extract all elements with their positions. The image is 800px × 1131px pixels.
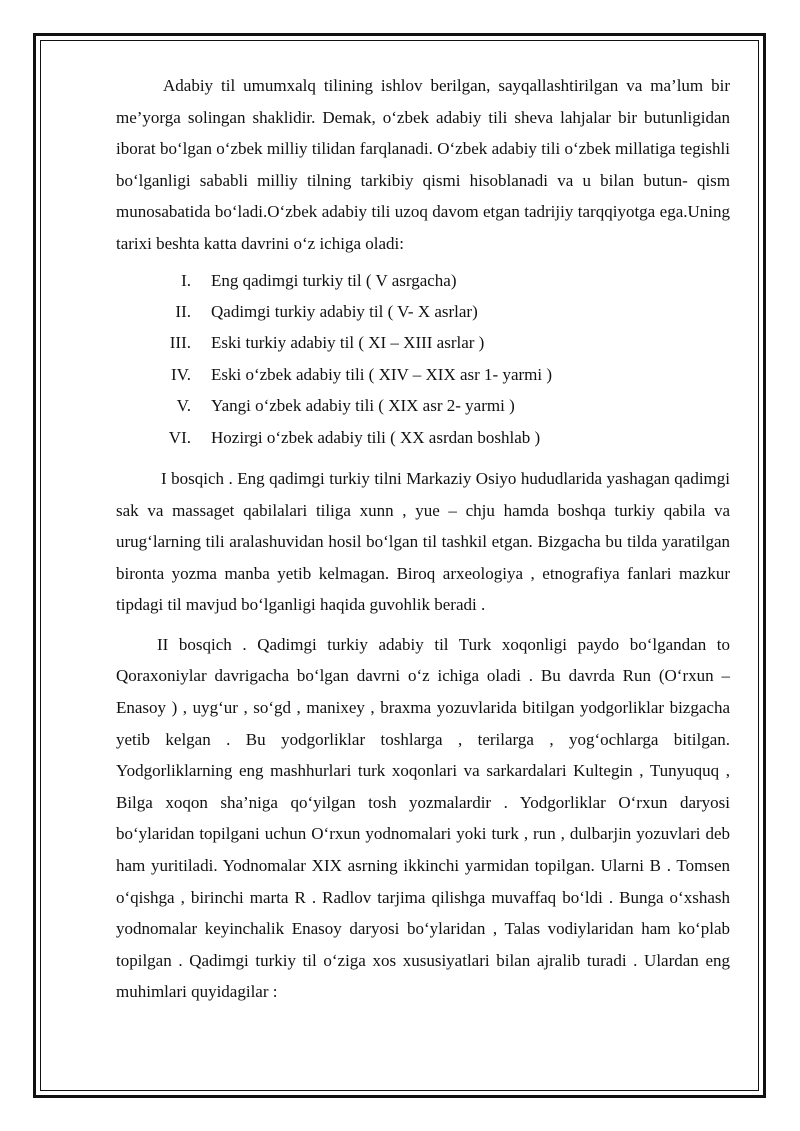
list-item bbox=[116, 327, 730, 358]
list-item-number: IV. bbox=[171, 364, 191, 384]
list-item bbox=[116, 265, 730, 296]
list-item bbox=[116, 422, 730, 453]
list-item-text: Qadimgi turkiy adabiy til ( V- X asrlar) bbox=[211, 301, 478, 321]
list-item-number: III. bbox=[169, 333, 191, 353]
list-item-text: Eski turkiy adabiy til ( XI – XIII asrlar ) bbox=[211, 333, 485, 353]
list-item-number: VI. bbox=[168, 427, 191, 447]
list-item-number: I. bbox=[181, 270, 191, 290]
list-item-number: II. bbox=[175, 301, 191, 321]
paragraph-stage-two: II bosqich . Qadimgi turkiy adabiy til Turk xoqonligi paydo bo‘lgandan to Qoraxoniylar davrigacha bo‘lgan davrni o‘z ichiga oladi . Bu davrda Run (O‘rxun – Enasoy ) , uyg‘ur , so‘gd , manixey , braxma yozuvlarida bitilgan yodgorliklar bizgacha yetib kelgan . Bu yodgorliklar toshlarga , terilarga , yog‘ochlarga bitilgan. Yodgorliklarning eng mashhurlari turk xoqonlari va sarkardalari Kultegin , Tunyuquq , Bilga xoqon sha’niga qo‘yilgan tosh yozmalardir . Yodgorliklar O‘rxun daryosi bo‘ylaridan topilgani uchun O‘rxun yodnomalari yoki turk , run , dulbarjin yozuvlari deb ham yuritiladi. Yodnomalar XIX asrning ikkinchi yarmidan topilgan. Ularni B . Tomsen o‘qishga , birinchi marta R . Radlov tarjima qilishga muvaffaq bo‘ldi . Bunga o‘xshash yodnomalar keyinchalik Enasoy daryosi bo‘ylaridan , Talas vodiylaridan ham ko‘plab topilgan . Qadimgi turkiy til o‘ziga xos xususiyatlari bilan ajralib turadi . Ulardan eng muhimlari quyidagilar : bbox=[116, 634, 730, 1002]
document-body bbox=[116, 70, 730, 1008]
paragraph-intro: Adabiy til umumxalq tilining ishlov berilgan, sayqallashtirilgan va ma’lum bir me’yorga solingan shaklidir. Demak, o‘zbek adabiy tili sheva lahjalar bir butunligidan iborat bo‘lgan o‘zbek milliy tilidan farqlanadi. O‘zbek adabiy tili o‘zbek millatiga tegishli bo‘lganligi sababli milliy tilning tarkibiy qismi hisoblanadi va u bilan butun- qism munosabatida bo‘ladi.O‘zbek adabiy tili uzoq davom etgan tadrijiy tarqqiyotga ega.Uning tarixi beshta katta davrini o‘z ichiga oladi: bbox=[116, 76, 730, 253]
periods-list bbox=[116, 265, 730, 453]
list-item bbox=[116, 390, 730, 421]
list-item-text: Hozirgi o‘zbek adabiy tili ( XX asrdan boshlab ) bbox=[211, 427, 541, 447]
list-item-text: Eng qadimgi turkiy til ( V asrgacha) bbox=[211, 270, 457, 290]
list-item-text: Yangi o‘zbek adabiy tili ( XIX asr 2- yarmi ) bbox=[211, 396, 515, 416]
list-item-text: Eski o‘zbek adabiy tili ( XIV – XIX asr 1- yarmi ) bbox=[211, 364, 553, 384]
list-item bbox=[116, 359, 730, 390]
paragraph-stage-one: I bosqich . Eng qadimgi turkiy tilni Markaziy Osiyo hududlarida yashagan qadimgi sak va massaget qabilalari tiliga xunn , yue – chju hamda boshqa turkiy qabila va urug‘larning tili aralashuvidan hosil bo‘lgan til tashkil etgan. Bizgacha bu tilda yaratilgan bironta yozma manba yetib kelmagan. Biroq arxeologiya , etnografiya fanlari mazkur tipdagi til mavjud bo‘lganligi haqida guvohlik beradi . bbox=[116, 468, 730, 615]
list-item bbox=[116, 296, 730, 327]
list-item-number: V. bbox=[176, 396, 191, 416]
